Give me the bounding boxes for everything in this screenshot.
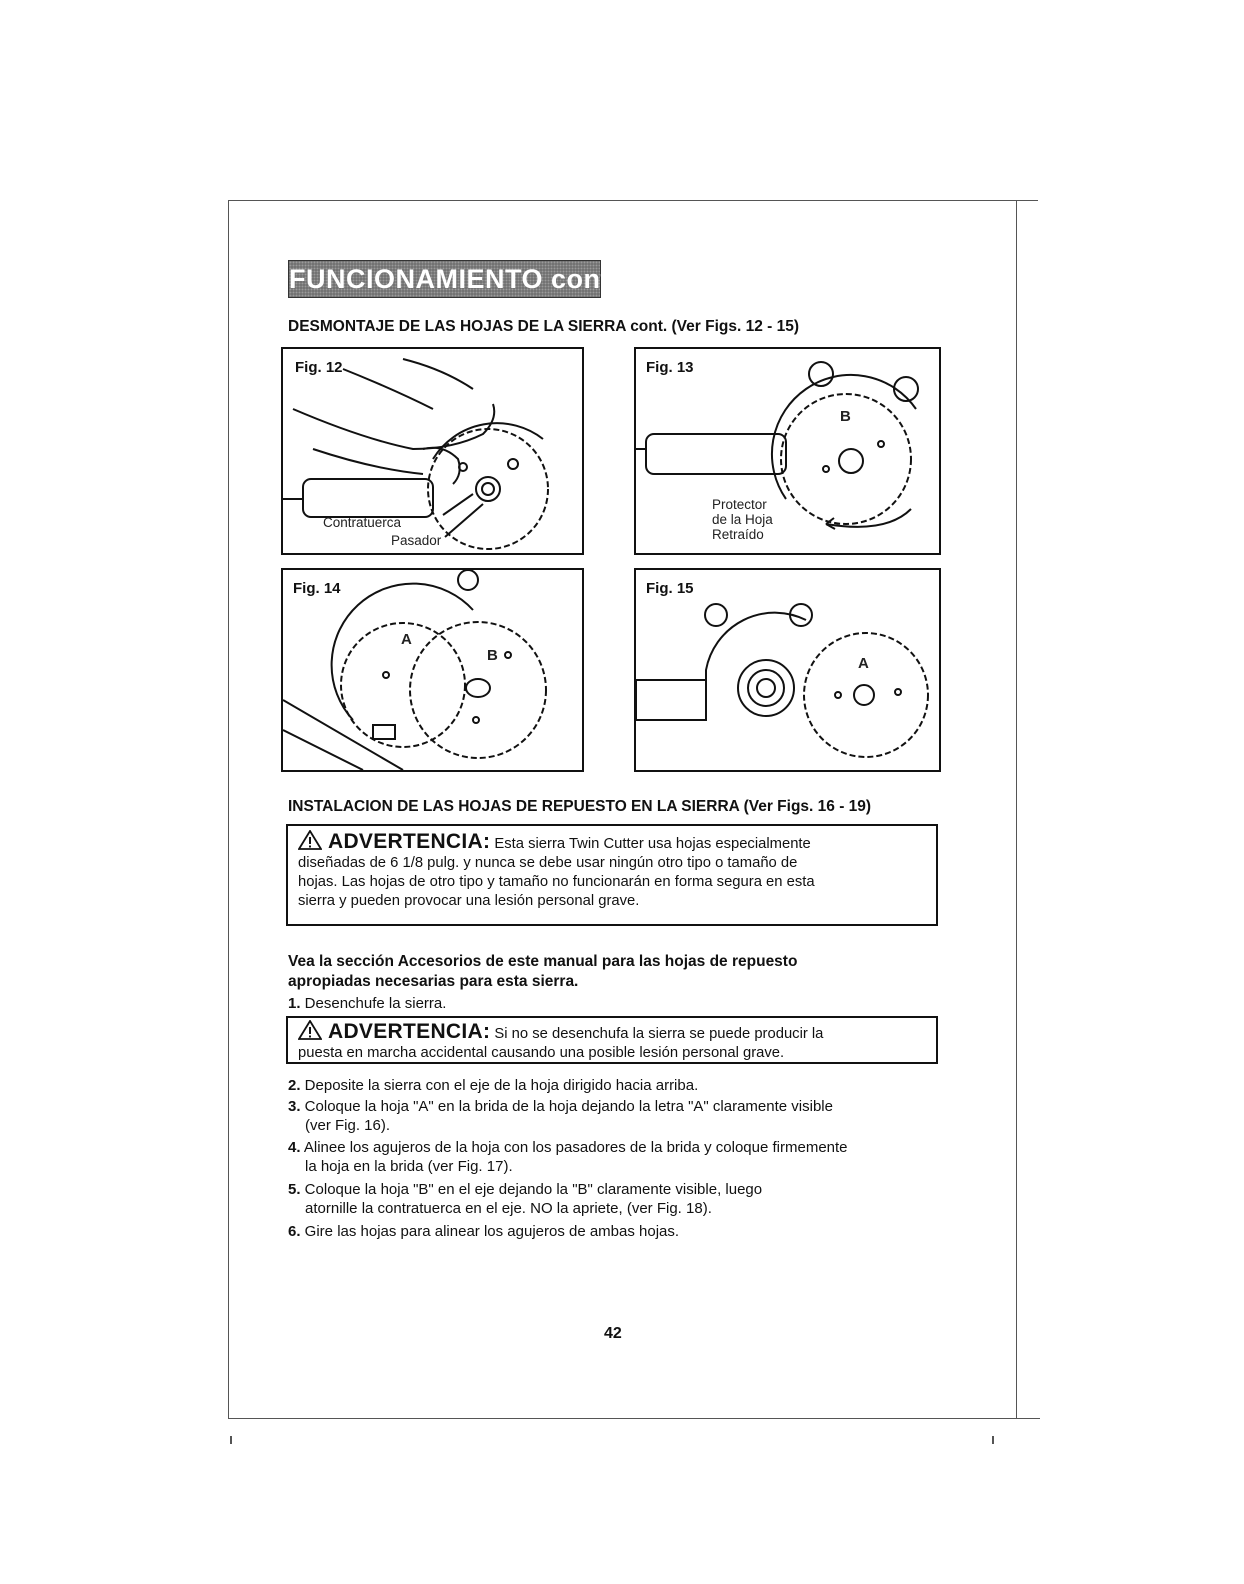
figure-12-callout-pin: Pasador <box>391 533 442 548</box>
warning-triangle-icon <box>298 830 322 850</box>
warning-2-title: ADVERTENCIA: <box>328 1020 491 1043</box>
figure-12-label: Fig. 12 <box>295 359 343 376</box>
step-3-continuation: (ver Fig. 16). <box>305 1117 391 1134</box>
warning-1-title: ADVERTENCIA: <box>328 830 491 853</box>
figure-15-blade-a: A <box>858 655 869 672</box>
figure-13-blade-letter: B <box>840 408 851 425</box>
step-4-continuation: la hoja en la brida (ver Fig. 17). <box>305 1158 513 1175</box>
warning-box-2 <box>286 1016 938 1064</box>
step-2 <box>288 1076 968 1095</box>
page-frame-right <box>1016 200 1017 1419</box>
figure-13-callout-line3: Retraído <box>712 527 764 542</box>
figure-14-blade-a: A <box>401 631 412 648</box>
figure-15-illustration <box>636 570 939 770</box>
figure-13-callout-line2: de la Hoja <box>712 512 773 527</box>
warning-box-1 <box>286 824 938 926</box>
warning-1-text-2: diseñadas de 6 1/8 pulg. y nunca se debe usar ningún otro tipo o tamaño de <box>298 855 798 871</box>
figure-15 <box>634 568 941 772</box>
scan-mark-right <box>992 1436 994 1444</box>
figure-15-label: Fig. 15 <box>646 580 694 597</box>
step-3-number: 3. <box>288 1098 301 1115</box>
step-2-text: Deposite la sierra con el eje de la hoja dirigido hacia arriba. <box>300 1077 699 1094</box>
warning-2-text-2: puesta en marcha accidental causando una posible lesión personal grave. <box>298 1045 785 1061</box>
section-header: FUNCIONAMIENTO cont. <box>288 260 601 298</box>
step-5-continuation: atornille la contratuerca en el eje. NO la apriete, (ver Fig. 18). <box>305 1200 712 1217</box>
figure-13 <box>634 347 941 555</box>
figure-14-blade-b: B <box>487 647 498 664</box>
step-5 <box>288 1180 968 1218</box>
step-5-text: Coloque la hoja "B" en el eje dejando la "B" claramente visible, luego <box>300 1181 763 1198</box>
step-4 <box>288 1138 968 1176</box>
warning-1-text-1: Esta sierra Twin Cutter usa hojas especialmente <box>490 836 811 852</box>
step-3-text: Coloque la hoja "A" en la brida de la hoja dejando la letra "A" claramente visible <box>300 1098 833 1115</box>
step-4-text: Alinee los agujeros de la hoja con los pasadores de la brida y coloque firmemente <box>300 1139 848 1156</box>
page-number: 42 <box>604 1325 622 1342</box>
step-1-number: 1. <box>288 995 301 1012</box>
note-line-2: apropiadas necesarias para esta sierra. <box>288 973 579 990</box>
step-5-number: 5. <box>288 1181 301 1198</box>
warning-1-line1 <box>298 830 926 854</box>
figure-12 <box>281 347 584 555</box>
page-frame-left <box>228 200 229 1419</box>
figure-14-label: Fig. 14 <box>293 580 341 597</box>
section1-heading: DESMONTAJE DE LAS HOJAS DE LA SIERRA cont. (Ver Figs. 12 - 15) <box>288 318 800 335</box>
figure-14 <box>281 568 584 772</box>
section2-heading: INSTALACION DE LAS HOJAS DE REPUESTO EN LA SIERRA (Ver Figs. 16 - 19) <box>288 798 872 815</box>
figure-13-illustration <box>636 349 939 553</box>
step-1-text: Desenchufe la sierra. <box>300 995 447 1012</box>
step-6-text: Gire las hojas para alinear los agujeros de ambas hojas. <box>300 1223 680 1240</box>
step-2-number: 2. <box>288 1077 301 1094</box>
note-line-1: Vea la sección Accesorios de este manual para las hojas de repuesto <box>288 953 798 970</box>
warning-2-line1 <box>298 1020 926 1044</box>
step-3 <box>288 1097 968 1135</box>
warning-2-text-1: Si no se desenchufa la sierra se puede producir la <box>490 1026 824 1042</box>
figure-13-label: Fig. 13 <box>646 359 694 376</box>
warning-1-text-4: sierra y pueden provocar una lesión personal grave. <box>298 893 640 909</box>
page-frame-bottom <box>228 1418 1040 1419</box>
page-frame-top <box>228 200 1038 201</box>
figure-12-callout-locknut: Contratuerca <box>323 515 402 530</box>
warning-1-text-3: hojas. Las hojas de otro tipo y tamaño no funcionarán en forma segura en esta <box>298 874 815 890</box>
figure-13-callout-line1: Protector <box>712 497 767 512</box>
step-1 <box>288 994 968 1013</box>
figure-14-illustration <box>283 570 582 770</box>
replacement-blades-note <box>288 952 968 992</box>
step-6-number: 6. <box>288 1223 301 1240</box>
warning-triangle-icon <box>298 1020 322 1040</box>
step-4-number: 4. <box>288 1139 301 1156</box>
step-6 <box>288 1222 968 1241</box>
scan-mark-left <box>230 1436 232 1444</box>
